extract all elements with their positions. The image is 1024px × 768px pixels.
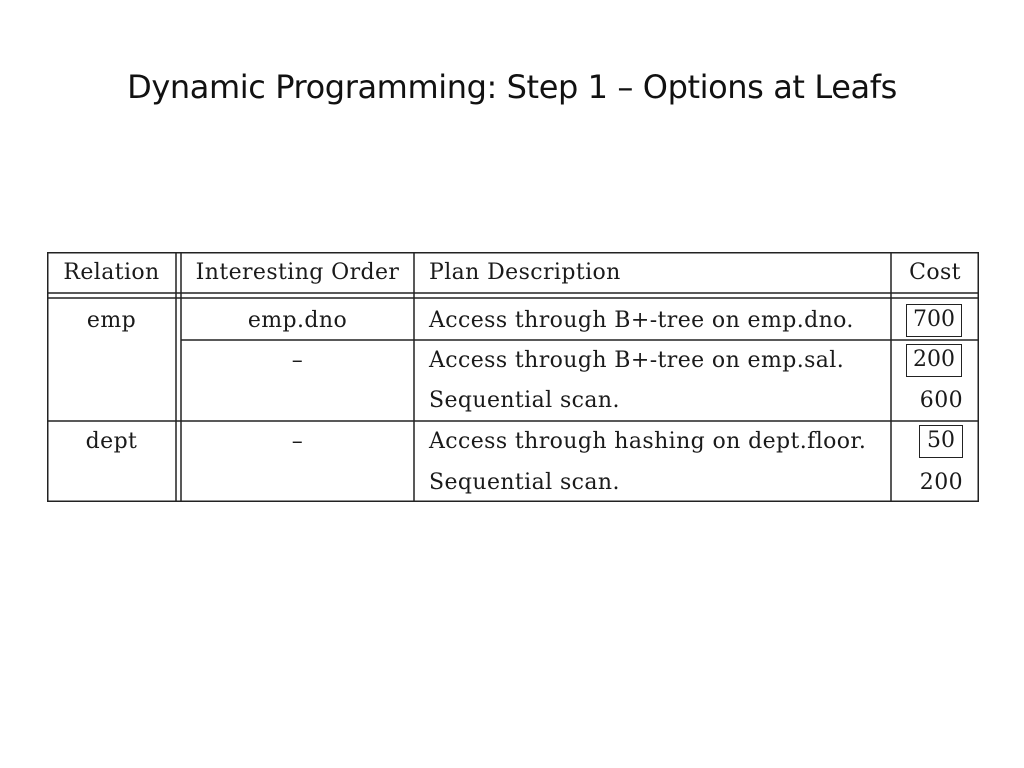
cost-cell-boxed: 700 — [906, 304, 962, 337]
plan-description-cell: Sequential scan. — [429, 388, 620, 413]
relation-cell: emp — [86, 308, 137, 333]
slide-title: Dynamic Programming: Step 1 – Options at Leafs — [127, 68, 897, 106]
cost-cell-boxed: 50 — [919, 425, 963, 458]
interesting-order-cell: emp.dno — [247, 308, 348, 333]
header-plan-description: Plan Description — [429, 260, 621, 285]
header-interesting-order: Interesting Order — [195, 260, 400, 285]
plan-description-cell: Access through hashing on dept.floor. — [429, 429, 867, 454]
plan-options-table — [47, 252, 979, 502]
interesting-order-cell: – — [291, 348, 304, 373]
interesting-order-cell: – — [291, 429, 304, 454]
cost-cell-boxed: 200 — [906, 344, 962, 377]
plan-description-cell: Sequential scan. — [429, 470, 620, 495]
plan-description-cell: Access through B+-tree on emp.sal. — [429, 348, 845, 373]
header-cost: Cost — [909, 260, 961, 285]
relation-cell: dept — [85, 429, 138, 454]
cost-cell: 600 — [919, 388, 963, 413]
table-grid-lines — [47, 252, 979, 502]
header-relation: Relation — [63, 260, 160, 285]
cost-cell: 200 — [919, 470, 963, 495]
plan-description-cell: Access through B+-tree on emp.dno. — [429, 308, 854, 333]
